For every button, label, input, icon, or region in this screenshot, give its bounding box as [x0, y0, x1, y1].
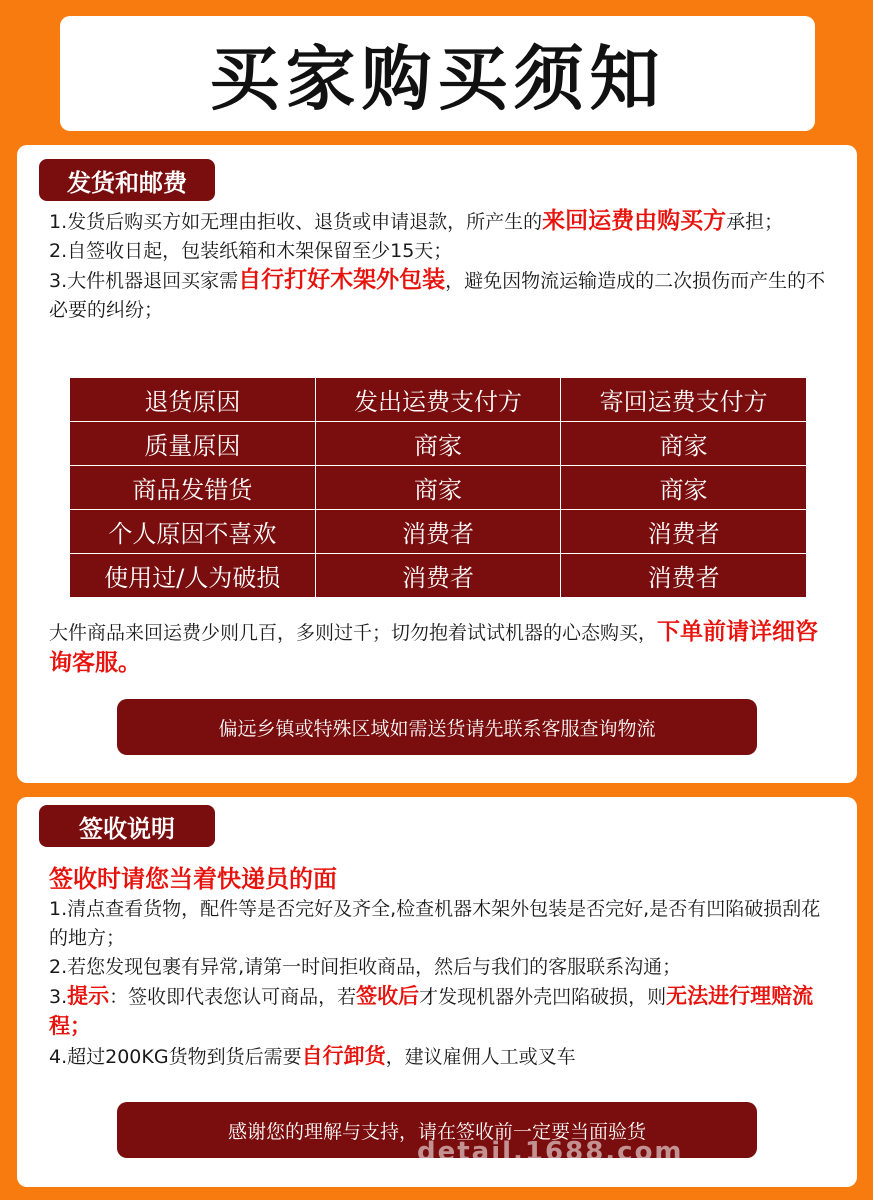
- table-cell: 消费者: [315, 554, 561, 598]
- table-header-row: [70, 378, 807, 422]
- table-cell: 消费者: [561, 510, 807, 554]
- freight-note: 大件商品来回运费少则几百，多则过千；切勿抱着试试机器的心态购买，下单前请详细咨询客服。: [49, 619, 819, 676]
- receipt-rule-2: 2.若您发现包裹有异常,请第一时间拒收商品，然后与我们的客服联系沟通；: [49, 956, 682, 978]
- receipt-rule-3: 3.提示：签收即代表您认可商品，若签收后才发现机器外壳凹陷破损，则无法进行理赔流程；: [49, 984, 814, 1038]
- table-cell: 商家: [315, 466, 561, 510]
- shipping-fee-table: [69, 377, 807, 598]
- receipt-heading: 签收时请您当着快递员的面: [49, 865, 337, 893]
- table-cell: 使用过/人为破损: [70, 554, 316, 598]
- page-title: 买家购买须知: [209, 38, 666, 120]
- shipping-rule-3: 3.大件机器退回买家需自行打好木架外包装，避免因物流运输造成的二次损伤而产生的不必要的纠纷；: [49, 267, 826, 321]
- shipping-tag: 发货和邮费: [39, 159, 215, 201]
- table-cell: 质量原因: [70, 422, 316, 466]
- table-header-cell: 寄回运费支付方: [561, 378, 807, 422]
- table-cell: 商家: [315, 422, 561, 466]
- shipping-rule-1: 1.发货后购买方如无理由拒收、退货或申请退款，所产生的来回运费由购买方承担；: [49, 208, 784, 234]
- shipping-section: [17, 145, 857, 783]
- receipt-section: [17, 797, 857, 1187]
- remote-area-banner: 偏远乡镇或特殊区域如需送货请先联系客服查询物流: [117, 699, 757, 755]
- table-row: [70, 554, 807, 598]
- site-watermark: detail.1688.com: [417, 1137, 684, 1167]
- table-header-cell: 退货原因: [70, 378, 316, 422]
- thanks-banner: 感谢您的理解与支持，请在签收前一定要当面验货: [117, 1102, 757, 1158]
- shipping-rule-2: 2.自签收日起，包装纸箱和木架保留至少15天；: [49, 240, 453, 262]
- table-cell: 消费者: [561, 554, 807, 598]
- table-row: [70, 422, 807, 466]
- table-row: [70, 466, 807, 510]
- table-cell: 消费者: [315, 510, 561, 554]
- table-cell: 商品发错货: [70, 466, 316, 510]
- receipt-rule-4: 4.超过200KG货物到货后需要自行卸货，建议雇佣人工或叉车: [49, 1044, 576, 1068]
- receipt-rule-1: 1.清点查看货物，配件等是否完好及齐全,检查机器木架外包装是否完好,是否有凹陷破损刮花的地方；: [49, 898, 821, 949]
- table-cell: 商家: [561, 466, 807, 510]
- table-cell: 个人原因不喜欢: [70, 510, 316, 554]
- table-row: [70, 510, 807, 554]
- receipt-rules: [49, 895, 839, 1072]
- table-header-cell: 发出运费支付方: [315, 378, 561, 422]
- receipt-tag: 签收说明: [39, 805, 215, 847]
- table-cell: 商家: [561, 422, 807, 466]
- title-card: [60, 16, 815, 131]
- shipping-rules: [49, 207, 839, 325]
